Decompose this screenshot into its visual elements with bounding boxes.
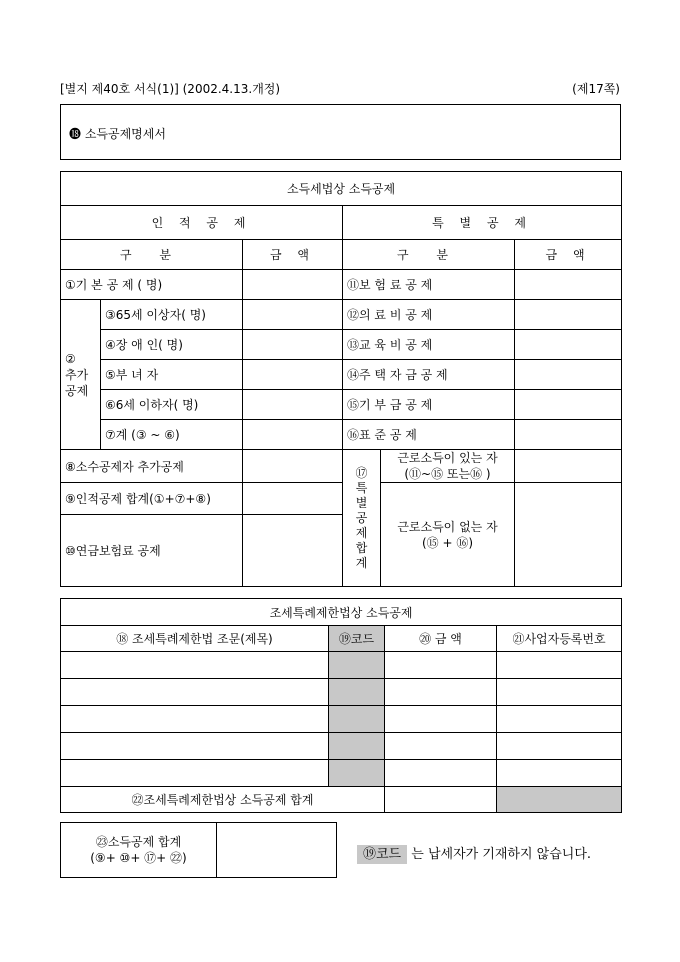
amount-cell[interactable]	[243, 270, 343, 300]
row-education: ⑬교 육 비 공 제	[343, 330, 515, 360]
col-gubun-right: 구 분	[343, 240, 515, 270]
code-tag: ⑲코드	[357, 845, 407, 864]
row-disabled: ④장 애 인( 명)	[101, 330, 243, 360]
special-deduction-header: 특 별 공 제	[343, 206, 622, 240]
col-amount-right: 금 액	[515, 240, 622, 270]
amount-cell[interactable]	[385, 679, 497, 706]
amount-cell[interactable]	[385, 760, 497, 787]
amount-cell[interactable]	[243, 483, 343, 515]
amount-cell[interactable]	[243, 360, 343, 390]
amount-cell[interactable]	[385, 733, 497, 760]
form-title: ⓲ 소득공제명세서	[69, 127, 166, 141]
col-amount-left: 금 액	[243, 240, 343, 270]
grand-total-table	[60, 822, 337, 878]
article-cell[interactable]	[61, 760, 329, 787]
row-basic-deduction: ①기 본 공 제 ( 명)	[61, 270, 243, 300]
business-number-cell[interactable]	[497, 652, 622, 679]
amount-cell[interactable]	[515, 483, 622, 587]
amount-cell[interactable]	[243, 300, 343, 330]
amount-cell[interactable]	[243, 450, 343, 483]
additional-deduction-label: ② 추가 공제	[61, 300, 101, 450]
row-minority: ⑧소수공제자 추가공제	[61, 450, 243, 483]
special-total-label: ⑰ 특 별 공 제 합 계	[343, 450, 381, 587]
amount-cell[interactable]	[515, 390, 622, 420]
amount-cell[interactable]	[515, 450, 622, 483]
business-number-cell[interactable]	[497, 733, 622, 760]
amount-cell[interactable]	[217, 823, 337, 878]
row-subtotal: ⑦계 (③ ~ ⑥)	[101, 420, 243, 450]
form-number: [별지 제40호 서식(1)] (2002.4.13.개정)	[60, 82, 281, 96]
row-personal-total: ⑨인적공제 합계(①+⑦+⑧)	[61, 483, 243, 515]
col-business-number: ㉑사업자등록번호	[497, 626, 622, 652]
income-tax-deduction-table	[60, 171, 622, 587]
page-number: (제17쪽)	[572, 82, 620, 96]
without-earned-income: 근로소득이 없는 자 (⑮ + ⑯)	[381, 483, 515, 587]
section2-title: 조세특례제한법상 소득공제	[61, 599, 622, 626]
amount-cell[interactable]	[515, 300, 622, 330]
article-cell[interactable]	[61, 706, 329, 733]
amount-cell[interactable]	[243, 515, 343, 587]
row-insurance: ⑪보 험 료 공 제	[343, 270, 515, 300]
amount-cell[interactable]	[385, 706, 497, 733]
amount-cell[interactable]	[243, 390, 343, 420]
row-housing: ⑭주 택 자 금 공 제	[343, 360, 515, 390]
section1-title: 소득세법상 소득공제	[61, 172, 622, 206]
code-cell	[329, 760, 385, 787]
row-child: ⑥6세 이하자( 명)	[101, 390, 243, 420]
col-gubun-left: 구 분	[61, 240, 243, 270]
col-amount: ⑳ 금 액	[385, 626, 497, 652]
amount-cell[interactable]	[385, 787, 497, 813]
amount-cell[interactable]	[515, 360, 622, 390]
code-cell	[329, 652, 385, 679]
row-standard: ⑯표 준 공 제	[343, 420, 515, 450]
col-code: ⑲코드	[329, 626, 385, 652]
amount-cell[interactable]	[385, 652, 497, 679]
special-tax-total-label: ㉒조세특례제한법상 소득공제 합계	[61, 787, 385, 813]
row-pension: ⑩연금보험료 공제	[61, 515, 243, 587]
amount-cell[interactable]	[515, 420, 622, 450]
code-note	[357, 843, 591, 862]
special-tax-deduction-table	[60, 598, 622, 813]
code-cell	[329, 679, 385, 706]
article-cell[interactable]	[61, 652, 329, 679]
business-number-cell[interactable]	[497, 760, 622, 787]
code-note-text: 는 납세자가 기재하지 않습니다.	[411, 847, 592, 862]
row-donation: ⑮기 부 금 공 제	[343, 390, 515, 420]
amount-cell[interactable]	[515, 330, 622, 360]
row-medical: ⑫의 료 비 공 제	[343, 300, 515, 330]
with-earned-income: 근로소득이 있는 자 (⑪~⑮ 또는⑯ )	[381, 450, 515, 483]
business-number-cell[interactable]	[497, 706, 622, 733]
row-woman: ⑤부 녀 자	[101, 360, 243, 390]
amount-cell[interactable]	[243, 420, 343, 450]
grand-total-label: ㉓소득공제 합계 (⑨+ ⑩+ ⑰+ ㉒)	[61, 823, 217, 878]
article-cell[interactable]	[61, 679, 329, 706]
row-elderly: ③65세 이상자( 명)	[101, 300, 243, 330]
amount-cell[interactable]	[243, 330, 343, 360]
business-number-cell[interactable]	[497, 679, 622, 706]
amount-cell[interactable]	[515, 270, 622, 300]
article-cell[interactable]	[61, 733, 329, 760]
code-cell	[329, 706, 385, 733]
col-article: ⑱ 조세특례제한법 조문(제목)	[61, 626, 329, 652]
code-cell	[329, 733, 385, 760]
personal-deduction-header: 인 적 공 제	[61, 206, 343, 240]
business-number-cell	[497, 787, 622, 813]
form-title-box	[60, 104, 621, 160]
